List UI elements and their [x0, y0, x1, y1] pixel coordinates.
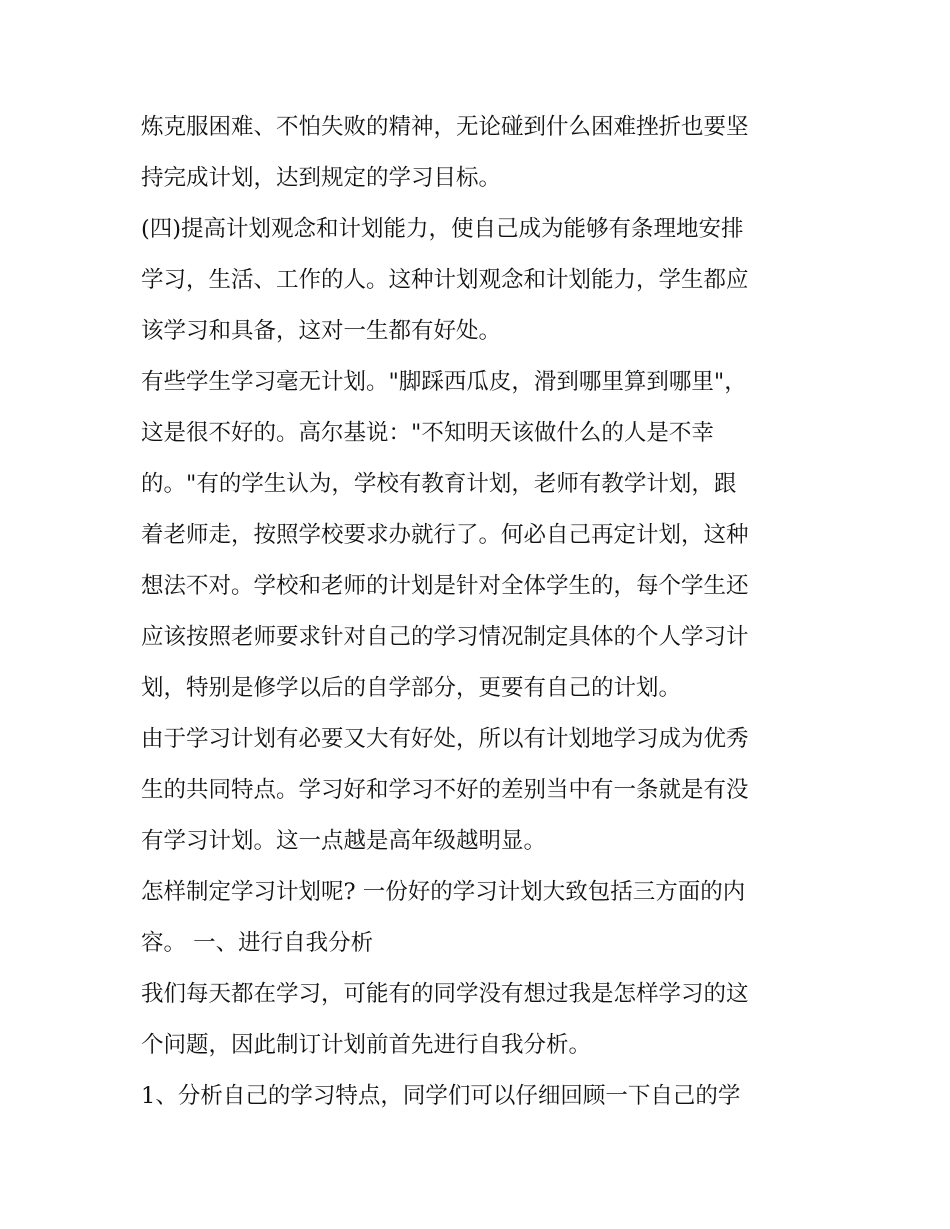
- text-line: 持完成计划，达到规定的学习目标。: [141, 165, 502, 191]
- text-line: 划，特别是修学以后的自学部分，更要有自己的计划。: [141, 675, 682, 701]
- text-line: 怎样制定学习计划呢? 一份好的学习计划大致包括三方面的内: [141, 879, 746, 905]
- document-body: [141, 102, 821, 1122]
- text-line: 1、分析自己的学习特点，同学们可以仔细回顾一下自己的学: [141, 1083, 741, 1109]
- text-line: 这是很不好的。高尔基说："不知明天该做什么的人是不幸: [141, 420, 714, 446]
- text-line: (四)提高计划观念和计划能力，使自己成为能够有条理地安排: [141, 216, 744, 242]
- text-line: 炼克服困难、不怕失败的精神，无论碰到什么困难挫折也要坚: [141, 114, 749, 140]
- text-line: 该学习和具备，这对一生都有好处。: [141, 318, 502, 344]
- text-line: 我们每天都在学习，可能有的同学没有想过我是怎样学习的这: [141, 981, 749, 1007]
- text-line: 由于学习计划有必要又大有好处，所以有计划地学习成为优秀: [141, 726, 749, 752]
- text-line: 个问题，因此制订计划前首先进行自我分析。: [141, 1032, 592, 1058]
- text-line: 学习，生活、工作的人。这种计划观念和计划能力，学生都应: [141, 267, 749, 293]
- text-line: 应该按照老师要求针对自己的学习情况制定具体的个人学习计: [141, 624, 749, 650]
- text-line: 生的共同特点。学习好和学习不好的差别当中有一条就是有没: [141, 777, 749, 803]
- text-line: 有些学生学习毫无计划。"脚踩西瓜皮，滑到哪里算到哪里"，: [141, 369, 747, 395]
- text-line: 想法不对。学校和老师的计划是针对全体学生的，每个学生还: [141, 573, 749, 599]
- text-line: 容。 一、进行自我分析: [141, 930, 374, 956]
- text-line: 的。"有的学生认为，学校有教育计划，老师有教学计划，跟: [141, 471, 737, 497]
- text-line: 有学习计划。这一点越是高年级越明显。: [141, 828, 547, 854]
- text-line: 着老师走，按照学校要求办就行了。何必自己再定计划，这种: [141, 522, 749, 548]
